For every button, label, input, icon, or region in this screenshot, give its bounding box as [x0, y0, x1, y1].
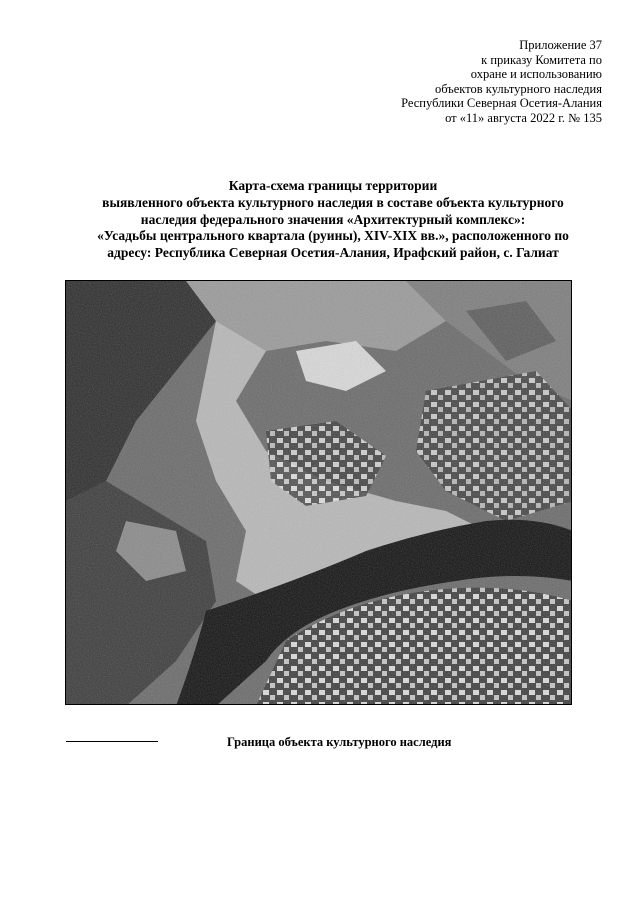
satellite-map: [65, 280, 572, 705]
title-line: наследия федерального значения «Архитектурный комплекс»:: [140, 211, 526, 227]
appendix-line: от «11» августа 2022 г. № 135: [445, 110, 602, 125]
appendix-line: охране и использованию: [470, 67, 602, 81]
appendix-line: Республики Северная Осетия-Алания: [401, 96, 602, 110]
satellite-map-image: [66, 281, 572, 705]
legend-label: Граница объекта культурного наследия: [227, 735, 452, 749]
title-line: адресу: Республика Северная Осетия-Алания, Ирафский район, с. Галиат: [107, 245, 559, 261]
title-line: выявленного объекта культурного наследия в составе объекта культурного: [102, 194, 564, 210]
boundary-legend-line: [66, 741, 158, 742]
document-title: [56, 178, 610, 262]
appendix-line: к приказу Комитета по: [481, 52, 602, 67]
appendix-line: Приложение 37: [519, 38, 602, 52]
appendix-block: [401, 38, 602, 125]
title-line: Карта-схема границы территории: [228, 178, 438, 193]
title-line: «Усадьбы центрального квартала (руины), XIV-XIX вв.», расположенного по: [97, 228, 569, 244]
appendix-line: объектов культурного наследия: [435, 81, 602, 96]
